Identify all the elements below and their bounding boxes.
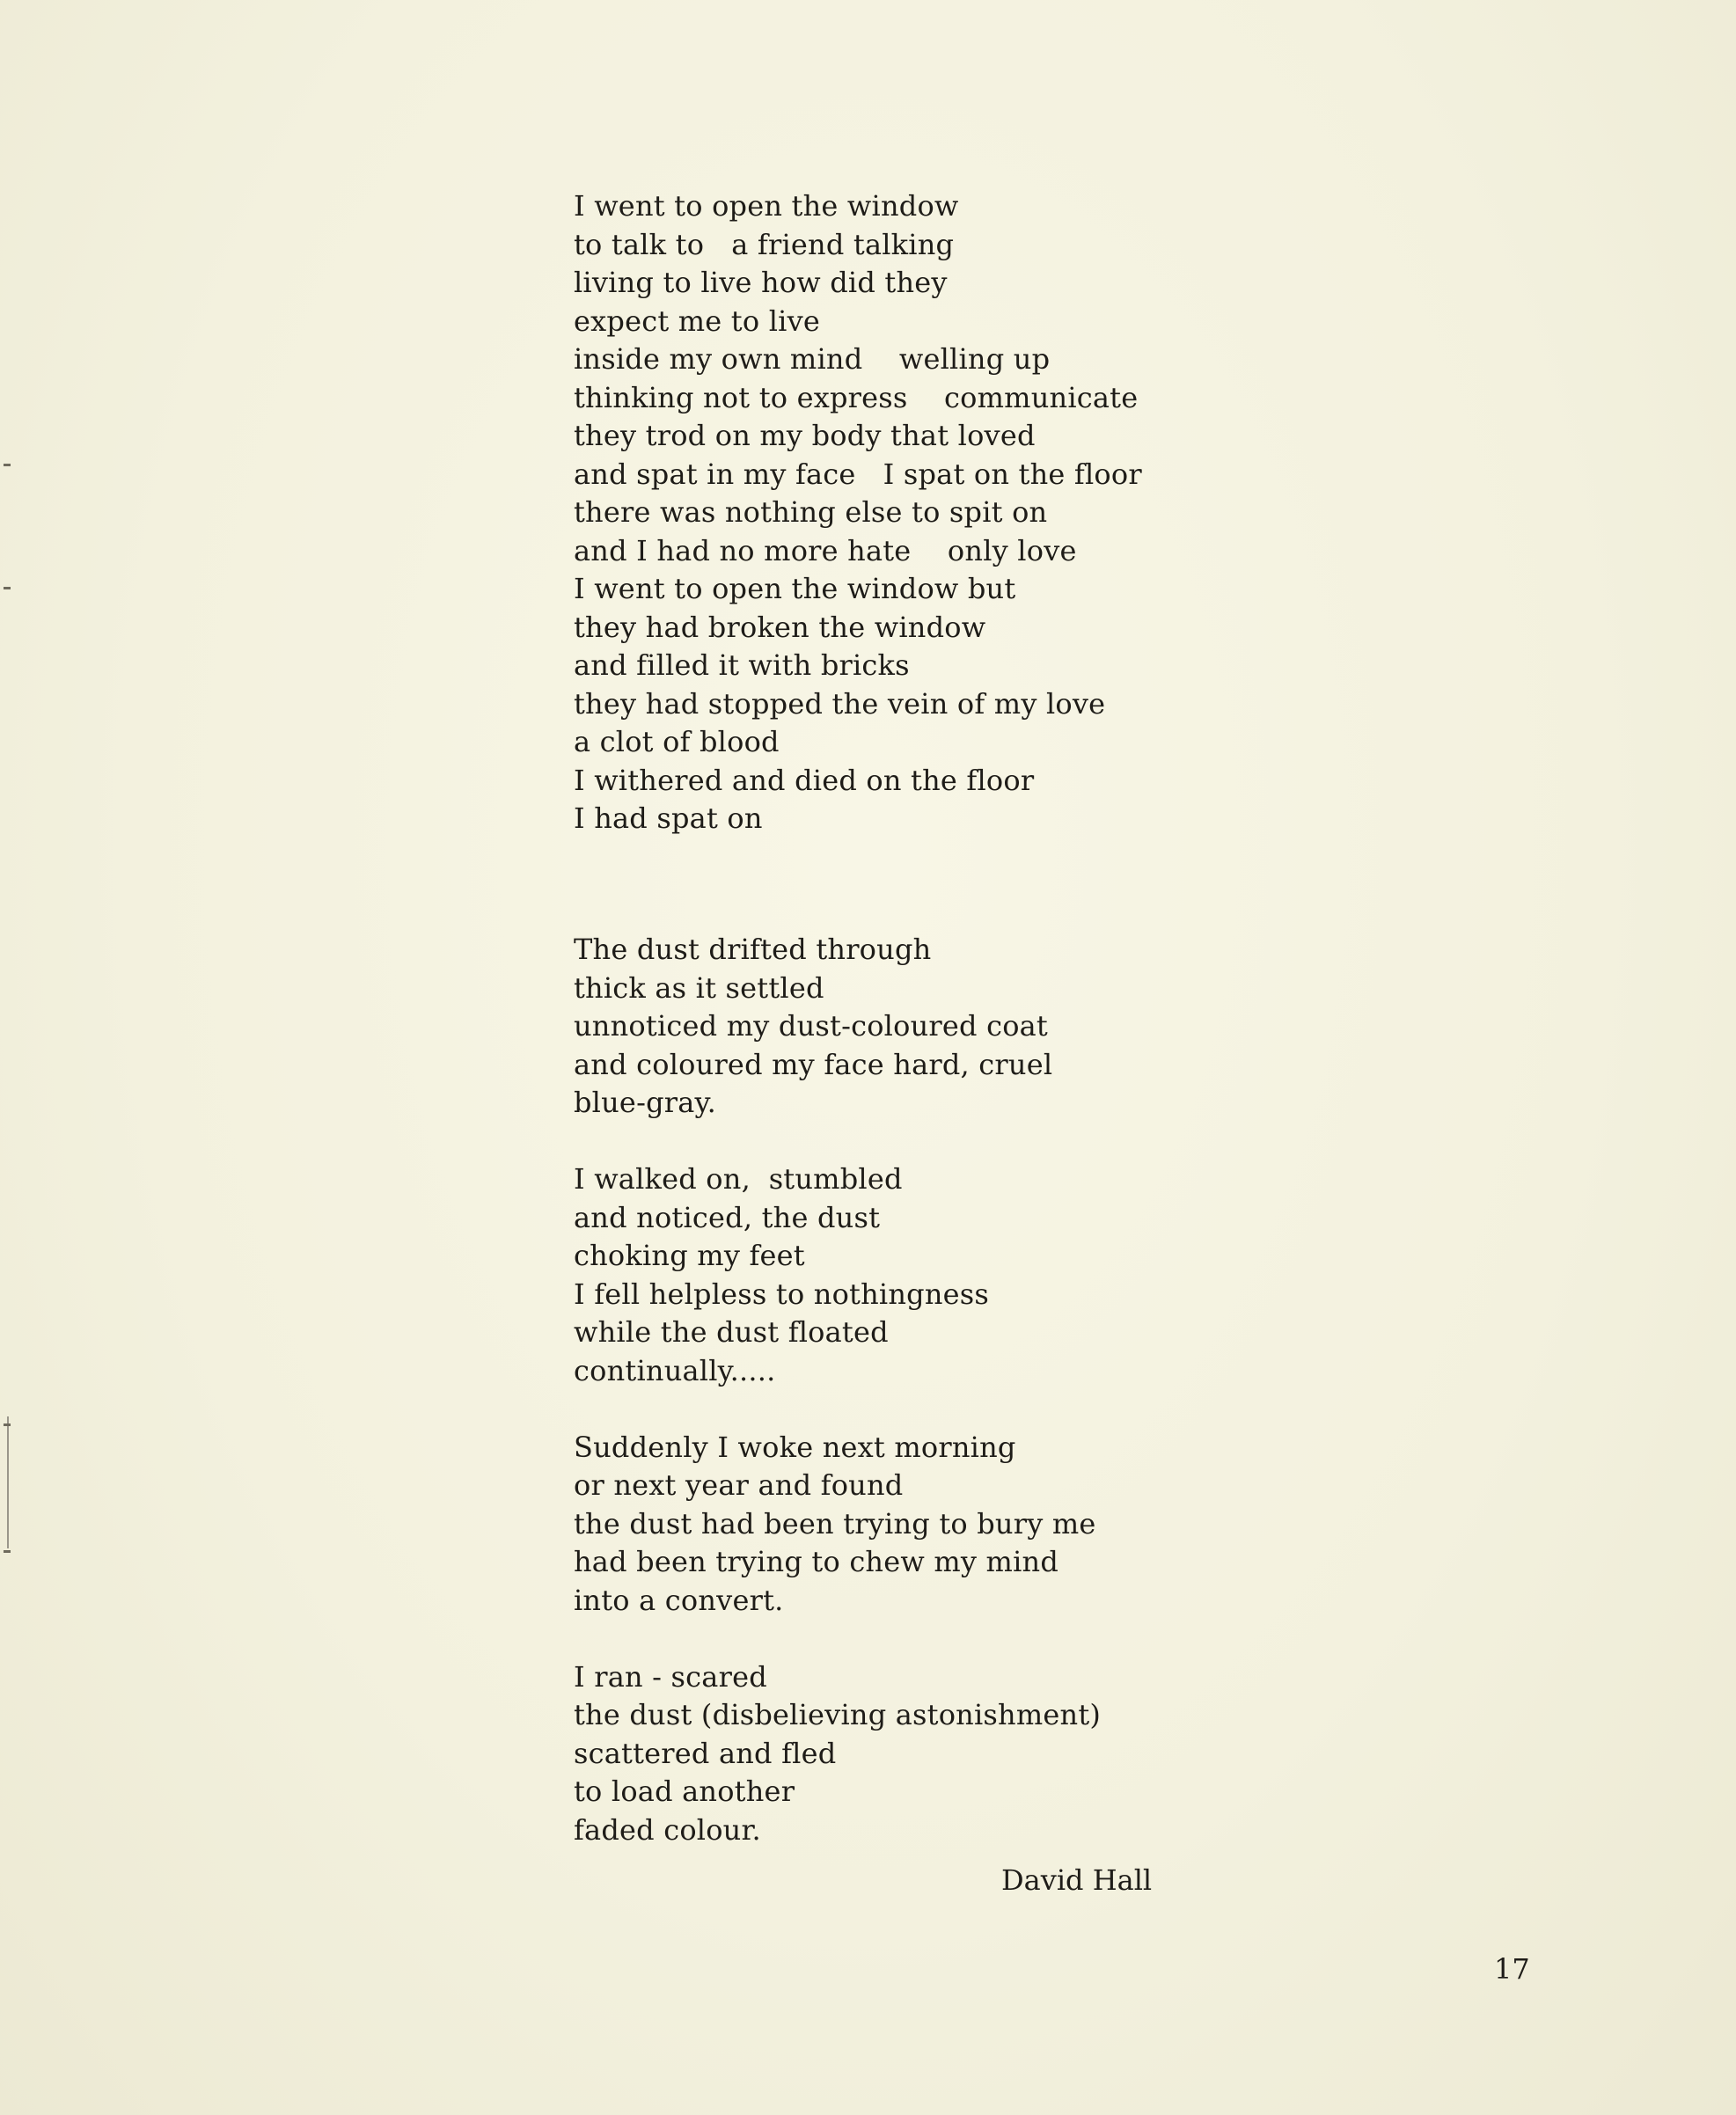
poem-line: and I had no more hate only love — [574, 533, 1077, 567]
poem-line: I went to open the window but — [574, 572, 1016, 605]
poem-line: and coloured my face hard, cruel — [574, 1047, 1053, 1081]
poem-line: I ran - scared — [574, 1659, 767, 1694]
binding-tick-mark — [4, 587, 11, 589]
poem-line: I walked on, stumbled — [574, 1162, 903, 1196]
poem-line: had been trying to chew my mind — [574, 1545, 1059, 1578]
poem-line: they trod on my body that loved — [574, 419, 1036, 452]
poem-line: The dust drifted through — [574, 933, 932, 966]
page-number: 17 — [1494, 1952, 1530, 1986]
poem-line: the dust had been trying to bury me — [574, 1506, 1096, 1541]
poem-line: into a convert. — [574, 1583, 784, 1617]
poem-line: inside my own mind welling up — [574, 342, 1051, 376]
poem-line: and spat in my face I spat on the floor — [574, 457, 1142, 491]
author-signature: David Hall — [1001, 1863, 1153, 1897]
poem-line: to load another — [574, 1775, 795, 1808]
poem-line: the dust (disbelieving astonishment) — [574, 1698, 1102, 1731]
poem-line: choking my feet — [574, 1239, 805, 1272]
poem-line: or next year and found — [574, 1468, 904, 1502]
poem-line: and noticed, the dust — [574, 1200, 881, 1234]
stanza-break — [574, 1123, 1242, 1161]
binding-tick-mark — [4, 1423, 11, 1426]
poem-line: faded colour. — [574, 1812, 761, 1847]
poem-line: they had broken the window — [574, 610, 986, 644]
poem-line: to talk to a friend talking — [574, 227, 955, 261]
stanza-break — [574, 1390, 1242, 1429]
poem-line: I had spat on — [574, 801, 763, 835]
poem-line: there was nothing else to spit on — [574, 495, 1048, 529]
poem-line: unnoticed my dust-coloured coat — [574, 1009, 1048, 1043]
poem-line: they had stopped the vein of my love — [574, 686, 1106, 721]
poem-line: Suddenly I woke next morning — [574, 1430, 1016, 1464]
binding-tick-mark — [4, 1550, 11, 1553]
stanza-break — [574, 1620, 1242, 1658]
poem-one — [574, 187, 1242, 838]
poem-two — [574, 931, 1242, 1849]
poem-line: while the dust floated — [574, 1315, 889, 1349]
poem-line: and filled it with bricks — [574, 648, 910, 682]
binding-edge-mark — [7, 1416, 9, 1548]
poem-line: blue-gray. — [574, 1086, 716, 1119]
poem-line: thinking not to express communicate — [574, 380, 1139, 414]
poem-line: I fell helpless to nothingness — [574, 1277, 990, 1311]
binding-tick-mark — [4, 464, 11, 466]
poem-line: I withered and died on the floor — [574, 763, 1035, 797]
poem-line: thick as it settled — [574, 970, 824, 1005]
poem-line: continually..... — [574, 1353, 776, 1387]
poem-line: a clot of blood — [574, 725, 780, 758]
poem-line: scattered and fled — [574, 1736, 837, 1770]
poem-line: expect me to live — [574, 304, 820, 338]
poem-line: I went to open the window — [574, 189, 959, 223]
poem-line: living to live how did they — [574, 266, 948, 299]
